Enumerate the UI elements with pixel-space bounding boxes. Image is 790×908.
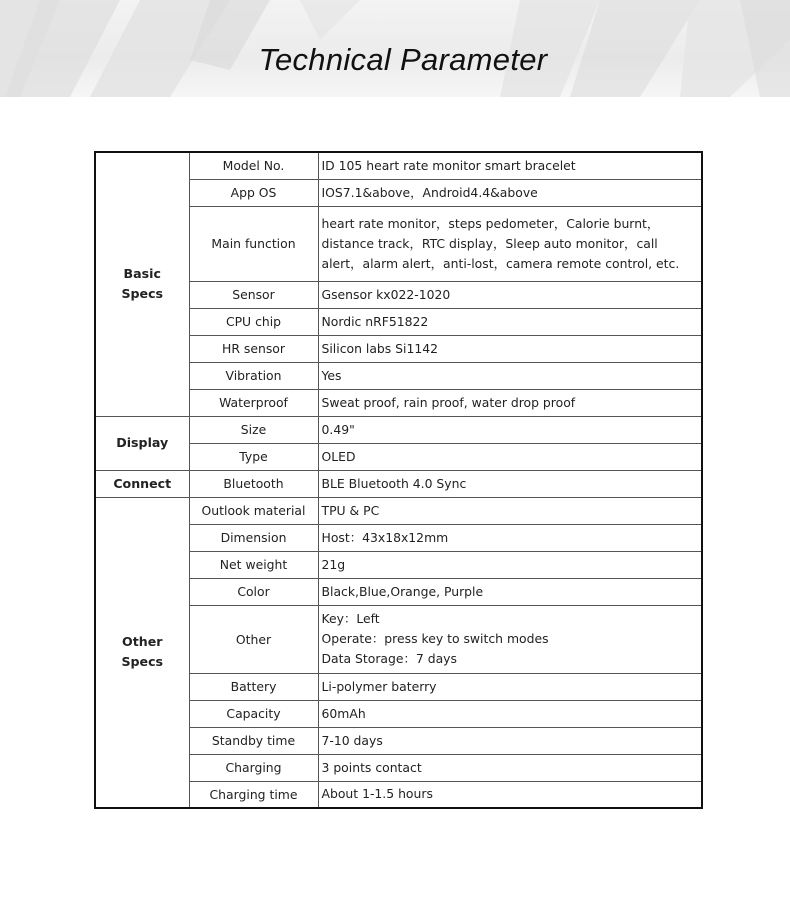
param-value: 0.49" xyxy=(318,416,702,443)
param-value: TPU & PC xyxy=(318,497,702,524)
param-value: OLED xyxy=(318,443,702,470)
param-value: Host：43x18x12mm xyxy=(318,524,702,551)
group-label-basic-specs xyxy=(95,152,189,416)
param-name: Main function xyxy=(189,206,318,281)
param-name: Vibration xyxy=(189,362,318,389)
param-value: 21g xyxy=(318,551,702,578)
param-name: Dimension xyxy=(189,524,318,551)
param-name: Other xyxy=(189,605,318,673)
param-name: Waterproof xyxy=(189,389,318,416)
param-value: ID 105 heart rate monitor smart bracelet xyxy=(318,152,702,179)
param-name: Sensor xyxy=(189,281,318,308)
param-name: HR sensor xyxy=(189,335,318,362)
spec-table xyxy=(94,151,703,809)
param-value: 7-10 days xyxy=(318,727,702,754)
group-label-display: Display xyxy=(95,416,189,470)
param-name: Charging time xyxy=(189,781,318,808)
param-value: BLE Bluetooth 4.0 Sync xyxy=(318,470,702,497)
param-value: About 1-1.5 hours xyxy=(318,781,702,808)
param-value: 3 points contact xyxy=(318,754,702,781)
param-value: Black,Blue,Orange, Purple xyxy=(318,578,702,605)
param-value: 60mAh xyxy=(318,700,702,727)
page-title: Technical Parameter xyxy=(258,42,548,77)
group-label-text: Other Specs xyxy=(121,634,164,670)
param-name: Net weight xyxy=(189,551,318,578)
param-value: Silicon labs Si1142 xyxy=(318,335,702,362)
param-value: Gsensor kx022-1020 xyxy=(318,281,702,308)
header-banner xyxy=(0,0,790,97)
param-value: Nordic nRF51822 xyxy=(318,308,702,335)
table-row xyxy=(95,470,702,497)
param-value: heart rate monitor，steps pedometer，Calorie burnt，distance track，RTC display，Sleep auto monitor，call alert，alarm alert，anti-lost，camera remote control, etc. xyxy=(318,206,702,281)
param-name: Standby time xyxy=(189,727,318,754)
param-name: CPU chip xyxy=(189,308,318,335)
param-name: Charging xyxy=(189,754,318,781)
group-label-text: Basic Specs xyxy=(121,266,164,302)
param-value: Li-polymer baterry xyxy=(318,673,702,700)
param-name: Size xyxy=(189,416,318,443)
param-value: Sweat proof, rain proof, water drop proof xyxy=(318,389,702,416)
param-name: Color xyxy=(189,578,318,605)
param-name: Battery xyxy=(189,673,318,700)
param-name: Outlook material xyxy=(189,497,318,524)
param-value: IOS7.1&above，Android4.4&above xyxy=(318,179,702,206)
group-label-connect: Connect xyxy=(95,470,189,497)
param-value: Yes xyxy=(318,362,702,389)
param-value: Key：Left Operate：press key to switch modes Data Storage：7 days xyxy=(318,605,702,673)
table-row xyxy=(95,152,702,179)
param-name: Type xyxy=(189,443,318,470)
param-name: Model No. xyxy=(189,152,318,179)
param-name: Bluetooth xyxy=(189,470,318,497)
group-label-other-specs xyxy=(95,497,189,808)
param-name: Capacity xyxy=(189,700,318,727)
table-row xyxy=(95,497,702,524)
param-name: App OS xyxy=(189,179,318,206)
table-row xyxy=(95,416,702,443)
